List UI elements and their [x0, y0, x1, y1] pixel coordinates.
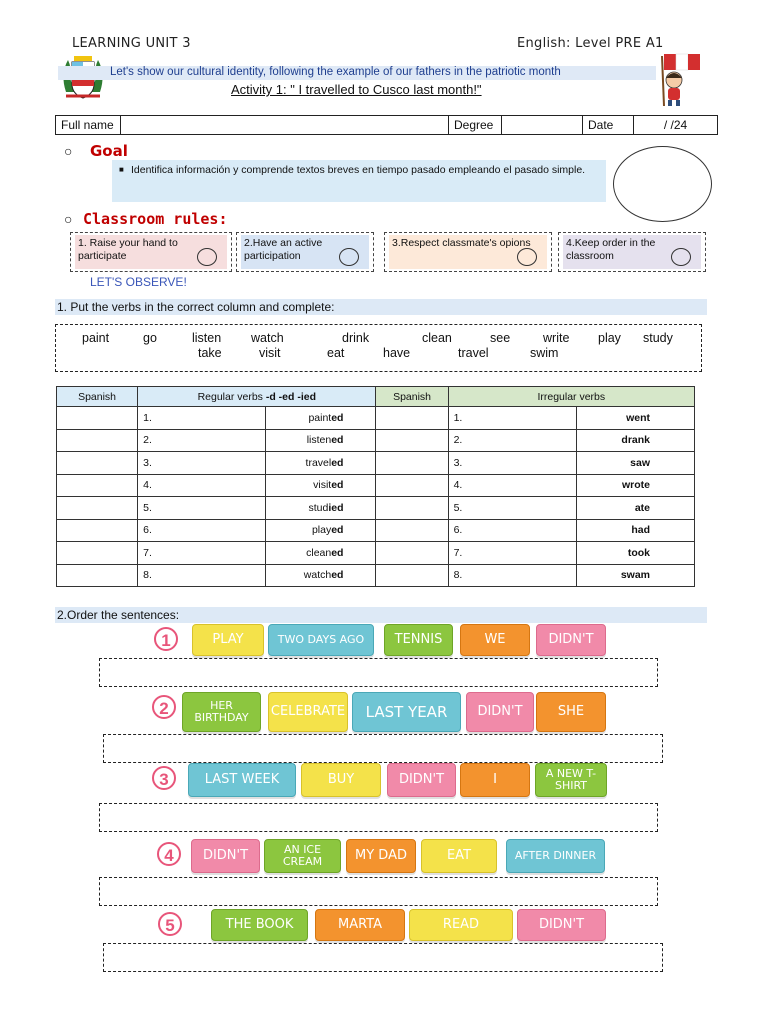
word: write — [543, 331, 570, 345]
irregular-verb-cell[interactable]: wrote — [576, 474, 694, 497]
regular-verb-cell[interactable]: watched — [266, 564, 376, 587]
row-number: 8. — [448, 564, 576, 587]
row-number: 5. — [448, 497, 576, 520]
answer-line-4[interactable] — [99, 877, 658, 906]
irregular-verb-cell[interactable]: ate — [576, 497, 694, 520]
checkbox-circle[interactable] — [671, 248, 691, 266]
rule-4 — [558, 232, 706, 272]
word-card[interactable]: AFTER DINNER — [506, 839, 605, 873]
student-info-table — [55, 115, 718, 135]
goal-bullet-icon: ○ — [64, 143, 73, 159]
spanish-cell[interactable] — [57, 407, 138, 430]
degree-field[interactable] — [502, 116, 583, 135]
word: drink — [342, 331, 370, 345]
rule-1 — [70, 232, 232, 272]
level-label: English: Level PRE A1 — [517, 36, 664, 51]
sentence-number-2: 2 — [152, 695, 176, 719]
date-label: Date — [583, 116, 634, 135]
regular-verb-cell[interactable]: played — [266, 519, 376, 542]
word-card[interactable]: AN ICE CREAM — [264, 839, 341, 873]
word: swim — [530, 346, 559, 360]
word: take — [198, 346, 222, 360]
rule-3-text: 3.Respect classmate's opions — [392, 237, 531, 249]
regular-verb-cell[interactable]: traveled — [266, 452, 376, 475]
unit-title: LEARNING UNIT 3 — [72, 36, 191, 51]
answer-line-5[interactable] — [103, 943, 663, 972]
answer-line-3[interactable] — [99, 803, 658, 832]
regular-verb-cell[interactable]: listened — [266, 429, 376, 452]
irregular-verb-cell[interactable]: went — [576, 407, 694, 430]
word-card[interactable]: TWO DAYS AGO — [268, 624, 374, 656]
row-number: 1. — [448, 407, 576, 430]
child-flag-icon — [650, 50, 710, 108]
row-number: 6. — [448, 519, 576, 542]
verb-row — [57, 429, 695, 452]
word-card[interactable]: DIDN'T — [536, 624, 606, 656]
spanish-cell[interactable] — [376, 429, 448, 452]
checkbox-circle[interactable] — [197, 248, 217, 266]
checkbox-circle[interactable] — [517, 248, 537, 266]
regular-verb-cell[interactable]: visited — [266, 474, 376, 497]
word: listen — [192, 331, 222, 345]
spanish-cell[interactable] — [376, 452, 448, 475]
row-number: 7. — [138, 542, 266, 565]
word-card[interactable]: DIDN'T — [517, 909, 606, 941]
word-card[interactable]: CELEBRATE — [268, 692, 348, 732]
word-card[interactable]: MY DAD — [346, 839, 416, 873]
rule-2-text: 2.Have an active participation — [244, 237, 323, 262]
verb-row — [57, 497, 695, 520]
verb-row — [57, 452, 695, 475]
degree-label: Degree — [449, 116, 502, 135]
word: watch — [251, 331, 284, 345]
word-card[interactable]: DIDN'T — [466, 692, 534, 732]
irregular-verb-cell[interactable]: took — [576, 542, 694, 565]
word-card[interactable]: PLAY — [192, 624, 264, 656]
spanish-header-2: Spanish — [376, 387, 448, 407]
row-number: 2. — [448, 429, 576, 452]
rules-title: Classroom rules: — [83, 210, 228, 228]
row-number: 1. — [138, 407, 266, 430]
row-number: 8. — [138, 564, 266, 587]
word-card[interactable]: THE BOOK — [211, 909, 308, 941]
word: go — [143, 331, 157, 345]
verb-row — [57, 564, 695, 587]
word-card[interactable]: SHE — [536, 692, 606, 732]
rule-2 — [236, 232, 374, 272]
spanish-cell[interactable] — [57, 519, 138, 542]
word-card[interactable]: DIDN'T — [387, 763, 456, 797]
spanish-cell[interactable] — [57, 452, 138, 475]
irregular-verb-cell[interactable]: swam — [576, 564, 694, 587]
exercise1-instruction: 1. Put the verbs in the correct column and complete: — [55, 299, 707, 315]
word: play — [598, 331, 621, 345]
word: travel — [458, 346, 489, 360]
verb-row — [57, 407, 695, 430]
row-number: 5. — [138, 497, 266, 520]
goal-box — [112, 160, 606, 202]
full-name-label: Full name — [56, 116, 121, 135]
irregular-verb-cell[interactable]: drank — [576, 429, 694, 452]
spanish-cell[interactable] — [376, 542, 448, 565]
word: visit — [259, 346, 281, 360]
observe-label: LET'S OBSERVE! — [90, 275, 187, 289]
spanish-cell[interactable] — [57, 429, 138, 452]
spanish-cell[interactable] — [57, 564, 138, 587]
full-name-field[interactable] — [121, 116, 449, 135]
irregular-verb-cell[interactable]: had — [576, 519, 694, 542]
sentence-number-1: 1 — [154, 627, 178, 651]
word-card[interactable]: DIDN'T — [191, 839, 260, 873]
banner-text: Let's show our cultural identity, following the example of our fathers in the patriotic month — [110, 66, 561, 78]
verb-row — [57, 474, 695, 497]
spanish-cell[interactable] — [376, 407, 448, 430]
word-card[interactable]: A NEW T-SHIRT — [535, 763, 607, 797]
word-card[interactable]: LAST YEAR — [352, 692, 461, 732]
goal-text: Identifica información y comprende textos breves en tiempo pasado empleando el pasado simple. — [131, 164, 586, 176]
rule-4-text: 4.Keep order in the classroom — [566, 237, 656, 262]
sentence-number-4: 4 — [157, 842, 181, 866]
row-number: 4. — [448, 474, 576, 497]
row-number: 2. — [138, 429, 266, 452]
activity-title: Activity 1: " I travelled to Cusco last month!" — [231, 82, 482, 97]
row-number: 3. — [138, 452, 266, 475]
word-card[interactable]: LAST WEEK — [188, 763, 296, 797]
word: study — [643, 331, 673, 345]
goal-title: Goal — [90, 142, 128, 160]
sentence-number-5: 5 — [158, 912, 182, 936]
word-card[interactable]: EAT — [421, 839, 497, 873]
spanish-cell[interactable] — [376, 519, 448, 542]
word: paint — [82, 331, 110, 345]
word-card[interactable]: I — [460, 763, 530, 797]
row-number: 3. — [448, 452, 576, 475]
verb-row — [57, 519, 695, 542]
date-field[interactable]: / /24 — [634, 116, 718, 135]
regular-verb-cell[interactable]: studied — [266, 497, 376, 520]
spanish-cell[interactable] — [376, 497, 448, 520]
spanish-header: Spanish — [57, 387, 138, 407]
rules-bullet-icon: ○ — [64, 211, 73, 227]
verb-table — [56, 386, 695, 587]
row-number: 7. — [448, 542, 576, 565]
regular-header: Regular verbs -d -ed -ied — [138, 387, 376, 407]
word: see — [490, 331, 511, 345]
exercise2-instruction: 2.Order the sentences: — [55, 607, 707, 623]
spanish-cell[interactable] — [57, 542, 138, 565]
regular-verb-cell[interactable]: cleaned — [266, 542, 376, 565]
row-number: 6. — [138, 519, 266, 542]
row-number: 4. — [138, 474, 266, 497]
word: have — [383, 346, 411, 360]
word: eat — [327, 346, 345, 360]
word-card[interactable]: BUY — [301, 763, 381, 797]
spanish-cell[interactable] — [376, 564, 448, 587]
irregular-header: Irregular verbs — [448, 387, 694, 407]
word-bank — [55, 324, 702, 372]
answer-line-1[interactable] — [99, 658, 658, 687]
grade-oval[interactable] — [613, 146, 712, 222]
verb-row — [57, 542, 695, 565]
word: clean — [422, 331, 452, 345]
spanish-cell[interactable] — [376, 474, 448, 497]
word-card[interactable]: TENNIS — [384, 624, 453, 656]
sentence-number-3: 3 — [152, 766, 176, 790]
word-card[interactable]: WE — [460, 624, 530, 656]
rule-3 — [384, 232, 552, 272]
word-card[interactable]: READ — [409, 909, 513, 941]
word-card[interactable]: HER BIRTHDAY — [182, 692, 261, 732]
spanish-cell[interactable] — [57, 474, 138, 497]
square-bullet-icon: ■ — [119, 165, 124, 174]
regular-verb-cell[interactable]: painted — [266, 407, 376, 430]
word-card[interactable]: MARTA — [315, 909, 405, 941]
rule-1-text: 1. Raise your hand to participate — [78, 237, 178, 262]
spanish-cell[interactable] — [57, 497, 138, 520]
answer-line-2[interactable] — [103, 734, 663, 763]
irregular-verb-cell[interactable]: saw — [576, 452, 694, 475]
checkbox-circle[interactable] — [339, 248, 359, 266]
